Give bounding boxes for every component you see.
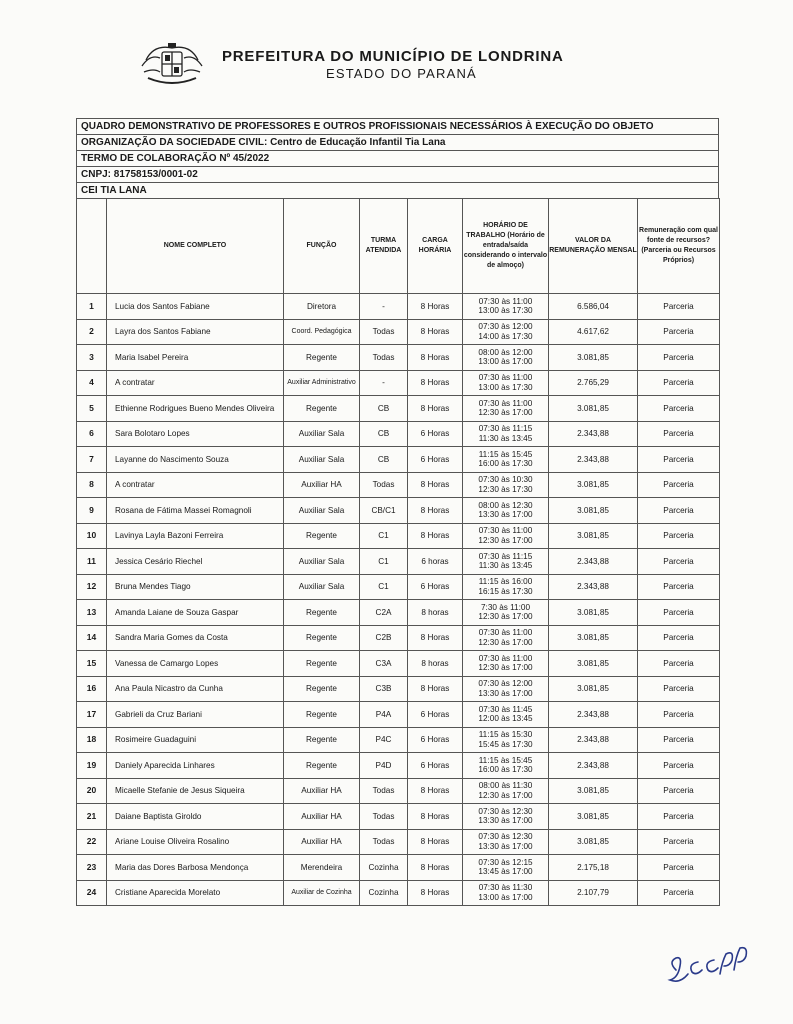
cell-class: CB <box>360 396 408 422</box>
cell-class: - <box>360 370 408 396</box>
schedule-line: 13:30 às 17:00 <box>478 510 533 520</box>
cell-funding: Parceria <box>638 727 720 753</box>
schedule-line: 13:00 às 17:30 <box>478 306 533 316</box>
cell-funding: Parceria <box>638 702 720 728</box>
cell-funding: Parceria <box>638 778 720 804</box>
schedule-line: 11:15 às 15:45 <box>478 449 533 459</box>
cell-class: P4A <box>360 702 408 728</box>
schedule-line: 11:15 às 16:00 <box>478 577 533 587</box>
cell-schedule <box>463 676 549 702</box>
table-row <box>77 804 720 830</box>
schedule-line: 16:00 às 17:30 <box>478 459 533 469</box>
cell-function: Regente <box>284 727 360 753</box>
table-row <box>77 600 720 626</box>
cell-schedule <box>463 549 549 575</box>
cell-number: 1 <box>77 294 107 320</box>
cell-number: 12 <box>77 574 107 600</box>
header-schedule: HORÁRIO DE TRABALHO (Horário de entrada/saída considerando o intervalo de almoço) <box>463 199 549 294</box>
schedule-line: 07:30 às 11:45 <box>478 704 533 714</box>
cell-salary: 2.765,29 <box>549 370 638 396</box>
table-row <box>77 829 720 855</box>
cell-funding: Parceria <box>638 855 720 881</box>
cell-salary: 3.081,85 <box>549 804 638 830</box>
cell-schedule <box>463 319 549 345</box>
cell-class: Todas <box>360 778 408 804</box>
cell-function: Auxiliar Sala <box>284 421 360 447</box>
cell-function: Auxiliar de Cozinha <box>284 880 360 906</box>
schedule-line: 07:30 às 11:00 <box>478 526 533 536</box>
schedule-line: 14:00 às 17:30 <box>478 331 533 341</box>
cell-name: Gabrieli da Cruz Bariani <box>107 702 284 728</box>
schedule-line: 07:30 às 12:30 <box>478 832 533 842</box>
cell-workload: 8 Horas <box>408 498 463 524</box>
cell-function: Regente <box>284 651 360 677</box>
table-row <box>77 421 720 447</box>
table-header-row <box>77 199 720 294</box>
cell-salary: 6.586,04 <box>549 294 638 320</box>
cell-class: P4D <box>360 753 408 779</box>
cell-workload: 8 Horas <box>408 676 463 702</box>
cell-class: Todas <box>360 804 408 830</box>
cell-name: A contratar <box>107 472 284 498</box>
info-line-title: QUADRO DEMONSTRATIVO DE PROFESSORES E OUTROS PROFISSIONAIS NECESSÁRIOS À EXECUÇÃO DO OBJETO <box>76 118 719 135</box>
info-line-unit: CEI TIA LANA <box>76 183 719 198</box>
cell-funding: Parceria <box>638 676 720 702</box>
schedule-line: 07:30 às 11:00 <box>478 628 533 638</box>
schedule-line: 07:30 às 10:30 <box>478 475 533 485</box>
cell-name: Bruna Mendes Tiago <box>107 574 284 600</box>
cell-schedule <box>463 472 549 498</box>
cell-schedule <box>463 396 549 422</box>
header-workload: CARGA HORÁRIA <box>408 199 463 294</box>
table-row <box>77 702 720 728</box>
cell-number: 10 <box>77 523 107 549</box>
schedule-line: 13:00 às 17:00 <box>478 892 533 902</box>
schedule-line: 13:00 às 17:30 <box>478 382 533 392</box>
cell-class: C2A <box>360 600 408 626</box>
cell-name: Jessica Cesário Riechel <box>107 549 284 575</box>
cell-workload: 6 Horas <box>408 447 463 473</box>
cell-workload: 6 Horas <box>408 702 463 728</box>
cell-number: 5 <box>77 396 107 422</box>
table-row <box>77 472 720 498</box>
page-subtitle: ESTADO DO PARANÁ <box>326 66 477 81</box>
cell-salary: 4.617,62 <box>549 319 638 345</box>
cell-class: Todas <box>360 829 408 855</box>
cell-name: Daiane Baptista Giroldo <box>107 804 284 830</box>
cell-workload: 8 horas <box>408 651 463 677</box>
cell-workload: 8 Horas <box>408 319 463 345</box>
cell-schedule <box>463 753 549 779</box>
cell-schedule <box>463 447 549 473</box>
cell-schedule <box>463 421 549 447</box>
schedule-line: 07:30 às 11:00 <box>478 398 533 408</box>
table-body <box>77 294 720 906</box>
schedule-line: 13:30 às 17:00 <box>478 816 533 826</box>
header-class: TURMA ATENDIDA <box>360 199 408 294</box>
schedule-line: 12:30 às 17:30 <box>478 484 533 494</box>
cell-number: 7 <box>77 447 107 473</box>
cell-class: Cozinha <box>360 880 408 906</box>
cell-salary: 3.081,85 <box>549 829 638 855</box>
cell-schedule <box>463 574 549 600</box>
schedule-line: 07:30 às 11:15 <box>478 551 533 561</box>
cell-schedule <box>463 625 549 651</box>
cell-number: 2 <box>77 319 107 345</box>
table-row <box>77 370 720 396</box>
cell-salary: 3.081,85 <box>549 523 638 549</box>
table-row <box>77 574 720 600</box>
cell-name: Ethienne Rodrigues Bueno Mendes Oliveira <box>107 396 284 422</box>
cell-name: Rosana de Fátima Massei Romagnoli <box>107 498 284 524</box>
table-row <box>77 753 720 779</box>
cell-funding: Parceria <box>638 294 720 320</box>
cell-schedule <box>463 498 549 524</box>
info-line-organization: ORGANIZAÇÃO DA SOCIEDADE CIVIL: Centro de Educação Infantil Tia Lana <box>76 135 719 151</box>
cell-function: Regente <box>284 702 360 728</box>
cell-number: 8 <box>77 472 107 498</box>
cell-name: Vanessa de Camargo Lopes <box>107 651 284 677</box>
cell-function: Regente <box>284 396 360 422</box>
table-row <box>77 498 720 524</box>
schedule-line: 12:30 às 17:00 <box>478 535 533 545</box>
cell-salary: 3.081,85 <box>549 345 638 371</box>
cell-number: 14 <box>77 625 107 651</box>
cell-class: P4C <box>360 727 408 753</box>
cell-number: 9 <box>77 498 107 524</box>
cell-number: 23 <box>77 855 107 881</box>
cell-workload: 8 Horas <box>408 396 463 422</box>
cell-function: Regente <box>284 600 360 626</box>
cell-number: 22 <box>77 829 107 855</box>
schedule-line: 08:00 às 12:00 <box>478 347 533 357</box>
cell-function: Auxiliar HA <box>284 804 360 830</box>
coat-of-arms-icon <box>140 40 204 88</box>
cell-class: Todas <box>360 319 408 345</box>
header-function: FUNÇÃO <box>284 199 360 294</box>
cell-number: 6 <box>77 421 107 447</box>
cell-funding: Parceria <box>638 804 720 830</box>
table-row <box>77 319 720 345</box>
cell-funding: Parceria <box>638 447 720 473</box>
cell-number: 16 <box>77 676 107 702</box>
cell-class: C1 <box>360 523 408 549</box>
cell-number: 18 <box>77 727 107 753</box>
cell-salary: 2.107,79 <box>549 880 638 906</box>
cell-schedule <box>463 804 549 830</box>
cell-funding: Parceria <box>638 880 720 906</box>
cell-salary: 2.343,88 <box>549 447 638 473</box>
table-row <box>77 549 720 575</box>
schedule-line: 07:30 às 11:30 <box>478 883 533 893</box>
cell-function: Auxiliar Sala <box>284 574 360 600</box>
cell-class: Cozinha <box>360 855 408 881</box>
cell-function: Auxiliar Administrativo <box>284 370 360 396</box>
cell-workload: 6 Horas <box>408 727 463 753</box>
cell-name: Maria Isabel Pereira <box>107 345 284 371</box>
schedule-line: 11:30 às 13:45 <box>478 433 533 443</box>
schedule-line: 07:30 às 12:00 <box>478 679 533 689</box>
cell-name: A contratar <box>107 370 284 396</box>
cell-class: - <box>360 294 408 320</box>
cell-salary: 3.081,85 <box>549 396 638 422</box>
cell-class: Todas <box>360 472 408 498</box>
cell-function: Auxiliar Sala <box>284 549 360 575</box>
cell-funding: Parceria <box>638 600 720 626</box>
cell-salary: 3.081,85 <box>549 625 638 651</box>
cell-name: Layanne do Nascimento Souza <box>107 447 284 473</box>
cell-schedule <box>463 651 549 677</box>
header-name: NOME COMPLETO <box>107 199 284 294</box>
cell-workload: 8 Horas <box>408 472 463 498</box>
cell-name: Layra dos Santos Fabiane <box>107 319 284 345</box>
schedule-line: 11:15 às 15:30 <box>478 730 533 740</box>
cell-name: Ana Paula Nicastro da Cunha <box>107 676 284 702</box>
cell-schedule <box>463 345 549 371</box>
cell-schedule <box>463 880 549 906</box>
cell-workload: 8 Horas <box>408 345 463 371</box>
cell-name: Lucia dos Santos Fabiane <box>107 294 284 320</box>
cell-workload: 8 Horas <box>408 829 463 855</box>
cell-funding: Parceria <box>638 472 720 498</box>
cell-class: C3A <box>360 651 408 677</box>
cell-salary: 2.343,88 <box>549 727 638 753</box>
cell-schedule <box>463 523 549 549</box>
table-row <box>77 625 720 651</box>
cell-salary: 3.081,85 <box>549 651 638 677</box>
cell-salary: 2.343,88 <box>549 753 638 779</box>
cell-schedule <box>463 855 549 881</box>
cell-funding: Parceria <box>638 523 720 549</box>
table-row <box>77 294 720 320</box>
cell-workload: 6 Horas <box>408 753 463 779</box>
cell-function: Auxiliar HA <box>284 829 360 855</box>
cell-salary: 2.343,88 <box>549 549 638 575</box>
cell-funding: Parceria <box>638 549 720 575</box>
schedule-line: 13:45 às 17:00 <box>478 867 533 877</box>
cell-workload: 8 Horas <box>408 778 463 804</box>
cell-funding: Parceria <box>638 651 720 677</box>
staff-table <box>76 198 720 906</box>
schedule-line: 13:00 às 17:00 <box>478 357 533 367</box>
cell-name: Rosimeire Guadaguini <box>107 727 284 753</box>
header-funding: Remuneração com qual fonte de recursos? (Parceria ou Recursos Próprios) <box>638 199 720 294</box>
cell-workload: 6 horas <box>408 549 463 575</box>
cell-name: Amanda Laiane de Souza Gaspar <box>107 600 284 626</box>
table-row <box>77 523 720 549</box>
cell-class: CB <box>360 421 408 447</box>
cell-workload: 6 Horas <box>408 574 463 600</box>
cell-funding: Parceria <box>638 421 720 447</box>
schedule-line: 13:30 às 17:00 <box>478 688 533 698</box>
schedule-line: 12:30 às 17:00 <box>478 408 533 418</box>
cell-workload: 8 Horas <box>408 804 463 830</box>
cell-class: C1 <box>360 549 408 575</box>
cell-funding: Parceria <box>638 829 720 855</box>
table-row <box>77 855 720 881</box>
cell-function: Merendeira <box>284 855 360 881</box>
schedule-line: 13:30 às 17:00 <box>478 841 533 851</box>
cell-funding: Parceria <box>638 753 720 779</box>
cell-funding: Parceria <box>638 345 720 371</box>
cell-function: Regente <box>284 625 360 651</box>
schedule-line: 11:15 às 15:45 <box>478 755 533 765</box>
cell-schedule <box>463 702 549 728</box>
cell-schedule <box>463 600 549 626</box>
document-header <box>140 40 660 90</box>
cell-workload: 8 Horas <box>408 294 463 320</box>
schedule-line: 07:30 às 12:00 <box>478 322 533 332</box>
cell-function: Auxiliar HA <box>284 778 360 804</box>
cell-workload: 8 Horas <box>408 523 463 549</box>
cell-name: Daniely Aparecida Linhares <box>107 753 284 779</box>
cell-workload: 8 Horas <box>408 880 463 906</box>
table-row <box>77 676 720 702</box>
header-salary: VALOR DA REMUNERAÇÃO MENSAL <box>549 199 638 294</box>
table-row <box>77 396 720 422</box>
cell-salary: 3.081,85 <box>549 676 638 702</box>
cell-schedule <box>463 829 549 855</box>
cell-name: Lavinya Layla Bazoni Ferreira <box>107 523 284 549</box>
cell-function: Regente <box>284 345 360 371</box>
schedule-line: 07:30 às 12:15 <box>478 857 533 867</box>
cell-funding: Parceria <box>638 498 720 524</box>
schedule-line: 12:30 às 17:00 <box>478 637 533 647</box>
cell-number: 19 <box>77 753 107 779</box>
page-title: PREFEITURA DO MUNICÍPIO DE LONDRINA <box>222 48 564 65</box>
cell-name: Ariane Louise Oliveira Rosalino <box>107 829 284 855</box>
cell-funding: Parceria <box>638 625 720 651</box>
cell-function: Regente <box>284 676 360 702</box>
table-row <box>77 778 720 804</box>
cell-function: Diretora <box>284 294 360 320</box>
cell-number: 15 <box>77 651 107 677</box>
cell-schedule <box>463 778 549 804</box>
table-row <box>77 727 720 753</box>
cell-workload: 8 Horas <box>408 855 463 881</box>
schedule-line: 07:30 às 11:00 <box>478 653 533 663</box>
cell-class: C3B <box>360 676 408 702</box>
schedule-line: 16:00 às 17:30 <box>478 765 533 775</box>
cell-function: Auxiliar HA <box>284 472 360 498</box>
cell-salary: 3.081,85 <box>549 778 638 804</box>
schedule-line: 16:15 às 17:30 <box>478 586 533 596</box>
cell-salary: 2.343,88 <box>549 702 638 728</box>
cell-workload: 6 Horas <box>408 421 463 447</box>
cell-class: CB <box>360 447 408 473</box>
cell-function: Regente <box>284 523 360 549</box>
schedule-line: 07:30 às 11:00 <box>478 296 533 306</box>
schedule-line: 08:00 às 12:30 <box>478 500 533 510</box>
cell-number: 24 <box>77 880 107 906</box>
cell-number: 3 <box>77 345 107 371</box>
cell-number: 13 <box>77 600 107 626</box>
cell-workload: 8 Horas <box>408 370 463 396</box>
cell-name: Maria das Dores Barbosa Mendonça <box>107 855 284 881</box>
schedule-line: 7:30 às 11:00 <box>480 602 530 612</box>
cell-salary: 3.081,85 <box>549 600 638 626</box>
cell-number: 17 <box>77 702 107 728</box>
schedule-line: 11:30 às 13:45 <box>478 561 533 571</box>
schedule-line: 12:30 às 17:00 <box>478 663 533 673</box>
cell-funding: Parceria <box>638 370 720 396</box>
cell-class: C1 <box>360 574 408 600</box>
cell-name: Sara Bolotaro Lopes <box>107 421 284 447</box>
info-line-cnpj: CNPJ: 81758153/0001-02 <box>76 167 719 183</box>
cell-function: Auxiliar Sala <box>284 447 360 473</box>
schedule-line: 15:45 às 17:30 <box>478 739 533 749</box>
table-row <box>77 345 720 371</box>
cell-number: 20 <box>77 778 107 804</box>
schedule-line: 07:30 às 11:00 <box>478 373 533 383</box>
schedule-line: 12:30 às 17:00 <box>478 612 533 622</box>
cell-workload: 8 Horas <box>408 625 463 651</box>
cell-number: 4 <box>77 370 107 396</box>
handwritten-signature <box>662 940 752 990</box>
schedule-line: 07:30 às 12:30 <box>478 806 533 816</box>
header-number <box>77 199 107 294</box>
cell-salary: 2.343,88 <box>549 574 638 600</box>
cell-function: Regente <box>284 753 360 779</box>
schedule-line: 12:00 às 13:45 <box>478 714 533 724</box>
cell-function: Auxiliar Sala <box>284 498 360 524</box>
table-row <box>77 651 720 677</box>
table-row <box>77 447 720 473</box>
cell-number: 11 <box>77 549 107 575</box>
cell-salary: 2.175,18 <box>549 855 638 881</box>
cell-funding: Parceria <box>638 396 720 422</box>
cell-name: Micaelle Stefanie de Jesus Siqueira <box>107 778 284 804</box>
cell-class: CB/C1 <box>360 498 408 524</box>
cell-schedule <box>463 370 549 396</box>
cell-salary: 3.081,85 <box>549 498 638 524</box>
cell-funding: Parceria <box>638 574 720 600</box>
schedule-line: 12:30 às 17:00 <box>478 790 533 800</box>
cell-salary: 2.343,88 <box>549 421 638 447</box>
cell-name: Cristiane Aparecida Morelato <box>107 880 284 906</box>
cell-schedule <box>463 294 549 320</box>
table-row <box>77 880 720 906</box>
cell-name: Sandra Maria Gomes da Costa <box>107 625 284 651</box>
cell-class: Todas <box>360 345 408 371</box>
cell-class: C2B <box>360 625 408 651</box>
schedule-line: 08:00 às 11:30 <box>478 781 533 791</box>
cell-funding: Parceria <box>638 319 720 345</box>
document-sheet <box>76 118 719 906</box>
info-line-term: TERMO DE COLABORAÇÃO Nº 45/2022 <box>76 151 719 167</box>
cell-number: 21 <box>77 804 107 830</box>
cell-schedule <box>463 727 549 753</box>
cell-function: Coord. Pedagógica <box>284 319 360 345</box>
schedule-line: 07:30 às 11:15 <box>478 424 533 434</box>
cell-salary: 3.081,85 <box>549 472 638 498</box>
cell-workload: 8 horas <box>408 600 463 626</box>
